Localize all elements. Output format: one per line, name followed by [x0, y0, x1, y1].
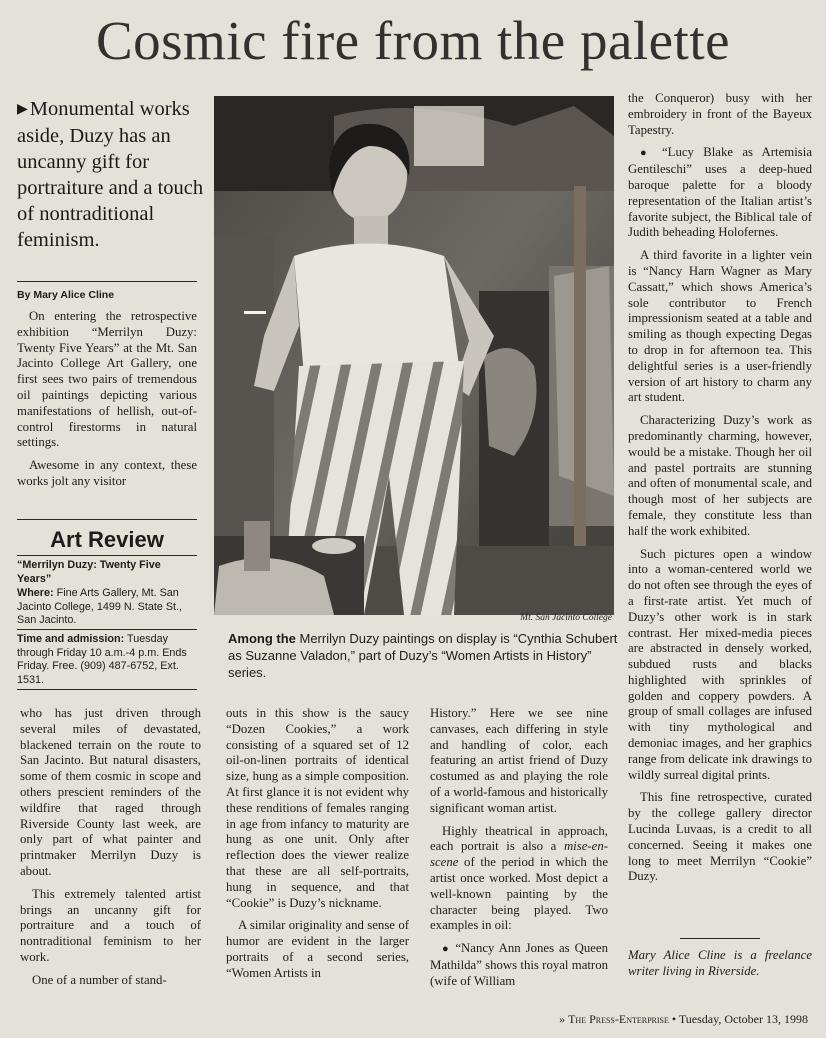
painting-photo	[214, 96, 614, 615]
infobox-time	[17, 633, 197, 687]
paragraph: Such pictures open a window into a woman-centered world we do not often see through the eyes of a first-rate artist. Yet much of Duzy’s other work is in stark contrast. Her mixed-media pieces are abstracted in densely worked, subdued rusts and blacks highlighted with sprinkles of golden and coppery powders. A group of small collages are infused with tiny mythological and demoniac images, and her graphics range from delicate ink drawings to wildly surreal digital prints.	[628, 546, 812, 782]
author-signoff	[628, 948, 812, 987]
article-column-4	[628, 91, 812, 892]
paragraph: One of a number of stand-	[32, 972, 167, 987]
paragraph: A third favorite in a lighter vein is “Nancy Harn Wagner as Mary Cassatt,” which shows America’s sole contributor to French impressionism seated at a table and smiling as though expecting Degas to drop in for afternoon tea. This delightful series is a user-friendly version of art history to charm any art student.	[628, 248, 812, 405]
deck-divider	[17, 281, 197, 282]
paragraph: the Conqueror) busy with her embroidery in front of the Bayeux Tapestry.	[628, 91, 812, 137]
infobox-time-text: Tuesday through Friday 10 a.m.-4 p.m. Ends Friday. Free. (909) 487-6752, Ext. 1531.	[17, 633, 187, 686]
paragraph-text: “Lucy Blake as Artemisia Gentileschi” uses a deep-hued baroque palette for a bloody representation of the Italian artist’s favorite subject, the Biblical tale of Judith beheading Holofernes.	[628, 145, 812, 240]
paragraph: This fine retrospective, curated by the college gallery director Lucinda Luvaas, is a credit to all concerned. Seeing it makes one long to meet Merrilyn “Cookie” Duzy.	[628, 790, 812, 884]
infobox-where-text: Fine Arts Gallery, Mt. San Jacinto College, 1499 N. State St., San Jacinto.	[17, 587, 183, 627]
infobox-where-label: Where:	[17, 587, 54, 599]
infobox-bottom-rule	[17, 689, 197, 690]
article-column-1	[17, 309, 197, 497]
paragraph: On entering the retrospective exhibition “Merrilyn Duzy: Twenty Five Years” at the Mt. San Jacinto College Art Gallery, one first sees two pairs of tremendous oil paintings depicting various manifestations of hellish, out-of-control firestorms in natural settings.	[17, 309, 197, 450]
paragraph: outs in this show is the saucy “Dozen Cookies,” a work consisting of a squared set of 12 oil-on-linen portraits of identical size, hung as a simple composition. At first glance it is not evident why these renditions of females ranging in age from infancy to maturity are hung as one unit. Only after reflection does the viewer realize that these are all self-portraits, hung in sequence, and that “Cookie” is Duzy’s nickname.	[226, 706, 409, 910]
bullet-icon: ●	[442, 943, 451, 956]
byline: By Mary Alice Cline	[17, 289, 115, 301]
paragraph: A similar originality and sense of humor are evident in the larger portraits of a second series, “Women Artists in	[226, 918, 409, 980]
paragraph: Characterizing Duzy’s work as predominantly charming, however, would be a mistake. Though her oil and pastel portraits are stunning and often of monumental scale, and though most of her subjects are female, they constitute less than half the work exhibited.	[628, 413, 812, 538]
infobox-where	[17, 587, 197, 628]
triangle-marker-icon: ▶	[17, 102, 28, 117]
paragraph-text: of the period in which the artist once worked. Most depict a well-known painting by the character being played. Two examples in oil:	[430, 855, 608, 933]
page-footer	[498, 1012, 808, 1027]
footer-publication: The Press-Enterprise	[568, 1012, 669, 1026]
article-column-2	[226, 706, 409, 989]
paragraph-text: “Nancy Ann Jones as Queen Mathilda” shows this royal matron (wife of William	[430, 941, 609, 988]
paragraph: who has just driven through several miles of devastated, blackened terrain on the route to San Jacinto. But natural disasters, some of them cosmic in scope and others prescient reminders of the wildfire that raged through Riverside County last week, are only part of what painter and printmaker Merrilyn Duzy is about.	[20, 706, 201, 878]
photo-credit: Mt. San Jacinto College	[520, 613, 612, 623]
infobox-time-label: Time and admission:	[17, 633, 125, 645]
bullet-icon: ●	[640, 147, 653, 160]
paragraph-text: Highly theatrical in approach, each portrait is also a	[430, 823, 608, 854]
infobox-top-rule	[17, 519, 197, 520]
infobox-divider	[17, 629, 197, 630]
footer-date: Tuesday, October 13, 1998	[678, 1012, 808, 1026]
deck-text: Monumental works aside, Duzy has an uncanny gift for portraiture and a touch of nontraditional feminism.	[17, 98, 204, 251]
headline: Cosmic fire from the palette	[95, 10, 731, 71]
infobox-show-title: “Merrilyn Duzy: Twenty Five Years”	[17, 559, 161, 585]
emphasis-text: mise-en-scene	[430, 839, 608, 870]
paragraph	[628, 145, 812, 241]
infobox-title-rule	[17, 555, 197, 556]
signoff-divider	[680, 938, 760, 939]
paragraph	[430, 941, 608, 989]
paragraph: This extremely talented artist brings an uncanny gift for portraiture and a touch of nontraditional feminism to her work.	[20, 886, 201, 964]
article-column-1-bottom	[20, 706, 201, 996]
footer-separator: •	[671, 1012, 677, 1026]
infobox-title: Art Review	[50, 527, 164, 552]
footer-marker: »	[559, 1012, 566, 1026]
photo-caption	[228, 630, 618, 681]
caption-text: Merrilyn Duzy paintings on display is “Cynthia Schubert as Suzanne Valadon,” part of Duzy’s “Women Artists in History” series.	[228, 631, 618, 680]
article-column-3	[430, 706, 608, 997]
signoff-text: Mary Alice Cline is a freelance writer living in Riverside.	[628, 948, 812, 978]
deck	[17, 96, 207, 253]
paragraph	[430, 824, 608, 935]
paragraph: Awesome in any context, these works jolt any visitor	[17, 458, 197, 488]
paragraph: History.” Here we see nine canvases, each differing in style and handling of color, each featuring an artist friend of Duzy costumed as and playing the role of a world-famous and historically significant woman artist.	[430, 706, 608, 815]
caption-lead: Among the	[228, 631, 296, 646]
